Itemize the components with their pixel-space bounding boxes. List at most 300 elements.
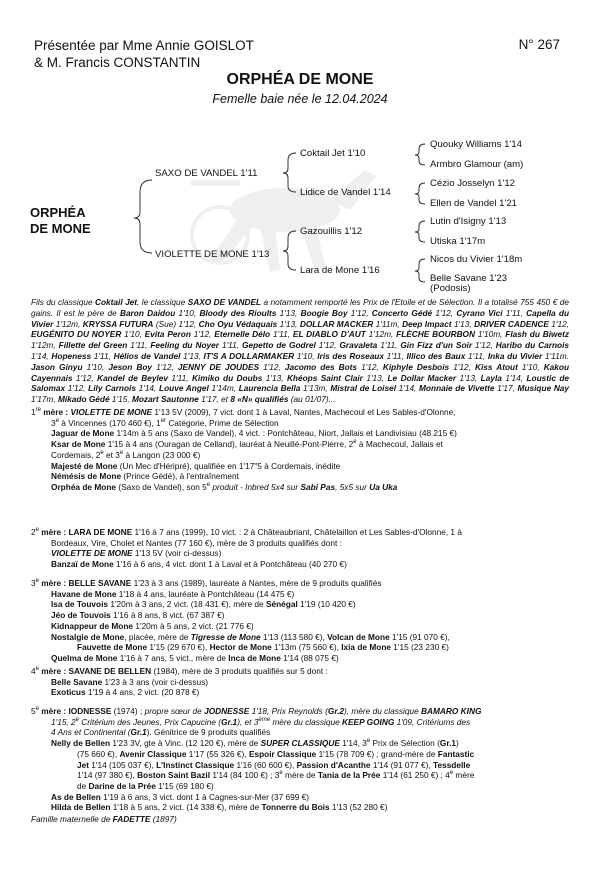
text-run: 1'16 à 8 ans, 8 vict. (67 387 €) — [110, 610, 225, 621]
text-run: 1'14 (105 037 €), — [89, 759, 157, 770]
text-run: 1'15 à 4 ans (Ouragan de Celland), lauréat à Neuillé-Pont-Pierre, 2 — [105, 439, 354, 450]
text-run: JENNY DE JOUDES — [177, 361, 260, 372]
text-run: (1974) ; — [111, 706, 145, 716]
text-run: 1'14 (84 100 €) ; 3 — [210, 770, 280, 781]
text-run: FLÈCHE BOURBON — [396, 329, 475, 340]
text-run: Hilda de Bellen — [51, 802, 111, 813]
text-run: e — [35, 666, 39, 673]
text-run: (Sue) 1'12, — [153, 318, 199, 329]
sire-dam: Lidice de Vandel 1'14 — [300, 187, 391, 198]
text-run: de — [77, 780, 89, 791]
dam-detail-line — [31, 677, 569, 688]
text-run: sur — [355, 481, 370, 492]
text-run: 1'12m, — [53, 318, 83, 329]
text-run: 2 — [31, 527, 36, 537]
sire-narrative — [31, 297, 569, 405]
text-run: Boston Saint Bazil — [137, 770, 211, 781]
text-run: Fils du classique — [31, 297, 95, 307]
family-year: (1897) — [150, 814, 177, 824]
text-run: 1'17, et — [198, 394, 231, 405]
text-run: BAMARO KING — [421, 706, 482, 716]
text-run: , 5x5 — [335, 481, 356, 492]
text-run: Eternelle Délo — [214, 329, 271, 340]
text-run: (au 01/07)... — [288, 394, 336, 405]
text-run: 1'23 à 3 ans (1989), lauréate à Nantes, mère de 9 produits qualifiés — [131, 578, 382, 588]
text-run: 1'16 à 7 ans, 5 vict., mère de — [117, 652, 229, 663]
text-run: Jacomo des Bots — [284, 361, 358, 372]
dam-detail-line — [31, 559, 569, 570]
text-run: 1'13 (113 580 €), — [260, 631, 328, 642]
dam-detail-line — [31, 439, 569, 450]
text-run: e — [206, 482, 211, 489]
text-run: 1'17 (55 326 €), — [186, 748, 249, 759]
text-run: Mistral de Loisel — [330, 383, 396, 394]
text-run: Illico des Baux — [406, 350, 466, 361]
text-run: DRIVER CADENCE — [474, 318, 549, 329]
text-run: 1'12m, — [365, 329, 397, 340]
text-run: 1'13 5V (2009), 7 vict. dont 1 à Laval, Nantes, Machecoul et Les Sables-d'Olonne, — [152, 407, 456, 417]
text-run: 1'10, — [82, 361, 109, 372]
text-run: 1'12, — [472, 340, 496, 351]
dam-heading — [31, 527, 569, 538]
text-run: Avenir Classique — [119, 748, 187, 759]
text-run: 1'14 (97 380 €), — [77, 770, 138, 781]
text-run: 1 — [31, 407, 36, 417]
text-run: 1'15, — [109, 394, 132, 405]
text-run: Capella du Vivier — [31, 307, 570, 329]
horse-name-title: ORPHÉA DE MONE — [226, 71, 374, 88]
text-run: ), et 3 — [237, 716, 259, 727]
text-run: 1'11m. — [542, 350, 569, 361]
text-run: Cyrano Vici — [456, 307, 503, 318]
text-run: 5 — [31, 706, 36, 716]
text-run: 1'15 (91 070 €), — [389, 631, 450, 642]
dss: Lutin d'Isigny 1'13 — [430, 216, 507, 227]
text-run: mère : BELLE SAVANE — [38, 578, 132, 588]
text-run: mère : IODNESSE — [38, 706, 112, 716]
text-run: Hopeness — [51, 350, 92, 361]
text-run: Gr.1 — [439, 738, 457, 749]
text-run: Gr.1 — [221, 716, 238, 727]
text-run: 1'11, — [465, 350, 488, 361]
text-run: 1'11, — [384, 350, 407, 361]
horse-subtitle: Femelle baie née le 12.04.2024 — [212, 92, 388, 106]
text-run: 1'14, 3 — [339, 738, 367, 749]
text-run: Lily Carnois — [88, 383, 136, 394]
text-run: er — [160, 417, 167, 424]
text-run: 1'23 à 3 ans (voir ci-dessus) — [102, 676, 209, 687]
text-run: 1'14 (88 075 €) — [280, 652, 339, 663]
text-run: Gepetto de Godrel — [242, 340, 316, 351]
text-run: Inbred 5x4 sur — [245, 481, 301, 492]
text-run: Prix de Sélection ( — [370, 738, 440, 749]
text-run: 1'18, Prix Reynolds ( — [249, 706, 328, 716]
text-run: à Machecoul, Jallais et — [356, 439, 443, 450]
text-run: Musique Nay — [517, 383, 570, 394]
text-run: 1'15 (78 709 €) ; grand-mère de — [316, 748, 438, 759]
dam-detail-line — [31, 538, 569, 549]
text-run: 1'19 à 6 ans, 3 vict. dont 1 à Cagnes-sur-Mer (37 699 €) — [100, 791, 310, 802]
text-run: 1'16 à 6 ans, 4 vict. dont 1 à Laval et à Pontchâteau (40 270 €) — [113, 559, 347, 570]
text-run: Haribo du Carnois — [495, 340, 570, 351]
dam-section-5 — [31, 706, 569, 813]
dam-detail-line — [31, 760, 569, 771]
text-run: 1'13, — [456, 372, 481, 383]
text-run: Laurencia Bella — [238, 383, 301, 394]
text-run: Majesté de Mone — [51, 460, 118, 471]
text-run: Ixia de Mone — [341, 642, 391, 653]
family-prefix: Famille maternelle de — [31, 814, 113, 824]
dsd: Utiska 1'17m — [430, 236, 486, 247]
text-run: Baron Daidou — [119, 307, 176, 318]
text-run: et 3 — [103, 449, 120, 460]
dam-detail-line — [31, 471, 569, 482]
text-run: e — [35, 527, 39, 534]
text-run: 1'09, Critériums des — [394, 716, 471, 727]
text-run: mère — [453, 770, 475, 781]
text-run: Cho Oyu Védaquais — [198, 318, 278, 329]
dam-detail-line — [31, 653, 569, 664]
dds: Nicos du Vivier 1'18m — [430, 254, 523, 265]
text-run: 1'13, — [451, 318, 475, 329]
text-run: Gr.2 — [327, 706, 345, 716]
text-run: VIOLETTE DE MONE — [70, 407, 153, 417]
text-run: ) — [456, 738, 459, 749]
dam-detail-line — [31, 428, 569, 439]
text-run: Nostalgie de Mone — [51, 631, 125, 642]
text-run: 8 «N» qualifiés — [230, 394, 289, 405]
text-run: 1'13m (75 560 €), — [271, 642, 342, 653]
text-run: Hélios de Vandel — [113, 350, 181, 361]
sds: Cézio Josselyn 1'12 — [430, 178, 516, 189]
text-run: Ksar de Mone — [51, 439, 106, 450]
text-run: 1'17, — [494, 383, 518, 394]
text-run: 1'13m, — [300, 383, 331, 394]
text-run: mère : SAVANE DE BELLEN — [38, 666, 152, 676]
text-run: Critérium des Jeunes, Prix Capucine ( — [79, 716, 222, 727]
text-run: e — [75, 716, 79, 723]
text-run: Inka du Vivier — [487, 350, 543, 361]
text-run: Le Dollar Macker — [387, 372, 457, 383]
dam-detail-line — [31, 610, 569, 621]
text-run: mère : LARA DE MONE — [38, 527, 133, 537]
presenter-line-1: Présentée par Mme Annie GOISLOT — [34, 38, 254, 53]
dam-detail-line — [31, 687, 569, 698]
subject-line-2: DE MONE — [30, 221, 91, 236]
text-run: Orphéa de Mone — [51, 481, 117, 492]
text-run: Passion d'Acanthe — [296, 759, 371, 770]
text-run: produit - — [210, 481, 246, 492]
text-run: (Prince Gédé), à l'entraînement — [121, 471, 239, 482]
text-run: 1'14m, — [208, 383, 239, 394]
text-run: VIOLETTE DE MONE — [51, 548, 133, 559]
text-run: Mikado Gédé — [57, 394, 110, 405]
text-run: Sénégal — [265, 599, 298, 610]
dam-heading — [31, 407, 569, 418]
text-run: Némésis de Mone — [51, 471, 122, 482]
sire: SAXO DE VANDEL 1'11 — [155, 168, 258, 179]
text-run: 1'12, — [152, 361, 178, 372]
text-run: (Saxo de Vandel), son 5 — [116, 481, 207, 492]
text-run: 1'14, — [396, 383, 420, 394]
text-run: (75 660 €), — [77, 748, 120, 759]
text-run: e — [279, 770, 283, 777]
text-run: KRYSSA FUTURA — [82, 318, 154, 329]
text-run: Volcan de Mone — [327, 631, 390, 642]
dam-detail-line — [31, 802, 569, 813]
sdd: Ellen de Vandel 1'21 — [430, 198, 517, 209]
ssd: Armbro Glamour (am) — [430, 159, 524, 170]
dam-heading — [31, 666, 569, 677]
text-run: e — [35, 706, 39, 713]
text-run: Inca de Mone — [228, 652, 281, 663]
text-run: 1'12, — [72, 372, 98, 383]
dam-section-1 — [31, 407, 569, 493]
dam-detail-line — [31, 461, 569, 472]
text-run: 1'15 (23 230 €) — [391, 642, 449, 653]
text-run: Khéops Saint Clair — [286, 372, 363, 383]
text-run: Feeling du Noyer — [150, 340, 219, 351]
text-run: 1'14, — [501, 372, 527, 383]
dam-detail-line — [31, 727, 569, 738]
text-run: IT'S A DOLLARMAKER — [203, 350, 295, 361]
text-run: Tania de la Prée — [317, 770, 381, 781]
text-run: 1'19 à 4 ans, 2 vict. (20 878 €) — [85, 687, 200, 698]
text-run: Gin Fizz d'un Soir — [400, 340, 473, 351]
text-run: Kakou Cayennais — [31, 361, 570, 383]
text-run: Kiphyle Desbois — [382, 361, 450, 372]
text-run: Tessdelle — [433, 759, 471, 770]
text-run: Mozart Sautonne — [131, 394, 199, 405]
text-run: 1'10, — [294, 350, 318, 361]
text-run: L'Instinct Classique — [156, 759, 235, 770]
text-run: Hector de Mone — [209, 642, 272, 653]
text-run: 3 — [31, 578, 36, 588]
text-run: Tonnerre du Bois — [261, 802, 330, 813]
maternal-family — [31, 814, 177, 824]
text-run: Concerto Gédé — [371, 307, 433, 318]
text-run: 1'12, — [347, 307, 372, 318]
text-run: 1'11, — [168, 372, 192, 383]
family-name: FADETTE — [112, 814, 151, 824]
text-run: Belle Savane — [51, 676, 103, 687]
text-run: 1'12, — [432, 307, 457, 318]
ddd — [430, 274, 507, 294]
text-run: 1'15 (69 180 €) — [155, 780, 214, 791]
text-run: 1'11m, — [373, 318, 403, 329]
text-run: (Un Mec d'Héripré), qualifiée en 1'17"5 à Cordemais, inédite — [117, 460, 341, 471]
text-run: Coktail Jet — [94, 297, 138, 307]
dam-detail-line — [31, 632, 569, 643]
text-run: , placée, mère de — [124, 631, 191, 642]
text-run: 1'14 (61 250 €) ; 4 — [380, 770, 450, 781]
text-run: e — [449, 770, 454, 777]
text-run: 1'13, — [362, 372, 388, 383]
ddd-sire-note: (Podosis) — [430, 283, 471, 294]
text-run: à Langon (23 000 €) — [123, 449, 201, 460]
text-run: Jaguar de Mone — [51, 428, 115, 439]
text-run: 1'20m à 5 ans, 2 vict. (21 776 €) — [133, 620, 254, 631]
text-run: Evita Peron — [144, 329, 191, 340]
text-run: Ua Uka — [369, 481, 398, 492]
text-run: Isa de Touvois — [51, 599, 109, 610]
text-run: a notamment remporté les Prix de l'Etoile et de Sélection. Il a totalisé 755 450 € de gains. Il est le père de — [31, 297, 569, 318]
text-run: Exoticus — [51, 687, 86, 698]
text-run: 1'19 (10 420 €) — [297, 599, 356, 610]
text-run: JODNESSE — [204, 706, 250, 716]
text-run: 1'15, 2 — [51, 716, 76, 727]
text-run: mère du classique — [270, 716, 343, 727]
dam-detail-line — [31, 548, 569, 559]
text-run: Jet — [77, 759, 89, 770]
text-run: Quelma de Mone — [51, 652, 118, 663]
dam-heading — [31, 578, 569, 589]
text-run: ème — [258, 716, 271, 723]
sss: Quouky Williams 1'14 — [430, 139, 522, 150]
dam-detail-line — [31, 589, 569, 600]
text-run: 3 — [51, 417, 56, 428]
text-run: 1'14m à 5 ans (Saxo de Vandel), 4 vict. : Pontchâteau, Niort, Jallais et Landivisiau (48 215 €) — [114, 428, 457, 439]
text-run: Kiss Atout — [474, 361, 518, 372]
text-run: Iris des Roseaux — [317, 350, 384, 361]
text-run: KEEP GOING — [342, 716, 395, 727]
text-run: e — [353, 439, 357, 446]
dam-section-4 — [31, 666, 569, 698]
text-run: 1'18 à 5 ans, 2 vict. (14 338 €), mère de — [110, 802, 262, 813]
text-run: ), mère du classique — [344, 706, 422, 716]
dam-detail-line — [31, 450, 569, 461]
dam-dam: Lara de Mone 1'16 — [300, 265, 380, 276]
text-run: 1'20m à 3 ans, 2 vict. (18 431 €), mère de — [108, 599, 266, 610]
text-run: 1'14 (91 077 €), — [370, 759, 434, 770]
text-run: 1'12, — [548, 318, 570, 329]
text-run: Fauvette de Mone — [77, 642, 148, 653]
text-run: Bordeaux, Vire, Cholet et Nantes (77 160 €), mère de 3 produits qualifiés dont : — [51, 537, 342, 548]
text-run: 1'12, — [357, 361, 383, 372]
text-run: Darine de la Prée — [88, 780, 156, 791]
dam-detail-line — [31, 792, 569, 803]
text-run: 1'11, — [502, 307, 527, 318]
text-run: 1'13 5V (voir ci-dessus) — [132, 548, 222, 559]
text-run: 1'10, — [121, 329, 145, 340]
text-run: Catégorie, Prime de Sélection — [166, 417, 279, 428]
dam-heading — [31, 706, 569, 717]
text-run: As de Bellen — [51, 791, 101, 802]
text-run: Bloody des Rioults — [199, 307, 277, 318]
text-run: e — [35, 578, 39, 585]
text-run: 1'12, — [449, 361, 475, 372]
text-run: (1984), mère de 3 produits qualifiés sur 5 dont : — [151, 666, 328, 676]
text-run: SUPER CLASSIQUE — [260, 738, 340, 749]
dam-detail-line — [31, 770, 569, 781]
text-run: Tigresse de Mone — [190, 631, 261, 642]
text-run: 1'10, — [175, 307, 200, 318]
text-run: propre sœur de — [144, 706, 205, 716]
text-run: Sabi Pas — [300, 481, 336, 492]
text-run: 1'11, — [218, 340, 243, 351]
text-run: Kidnappeur de Mone — [51, 620, 134, 631]
text-run: ). Génitrice de 9 produits qualifiés — [146, 727, 271, 738]
text-run: Layla — [480, 372, 502, 383]
text-run: 1'13, — [276, 307, 301, 318]
text-run: 1'11, — [377, 340, 401, 351]
text-run: , le classique — [137, 297, 188, 307]
text-run: 1'14, — [31, 350, 52, 361]
dam-section-2 — [31, 527, 569, 570]
text-run: Jason Ginyu — [31, 361, 83, 372]
dam: VIOLETTE DE MONE 1'13 — [155, 249, 270, 260]
text-run: 1'13, — [180, 350, 204, 361]
text-run: 1'10, — [517, 361, 544, 372]
text-run: 1'12, — [259, 361, 285, 372]
text-run: 1'10m, — [475, 329, 506, 340]
dam-detail-line — [31, 482, 569, 493]
text-run: e — [119, 450, 124, 457]
ddd-name: Belle Savane 1'23 — [430, 273, 508, 284]
text-run: e — [55, 417, 59, 424]
text-run: Jeson Boy — [108, 361, 153, 372]
text-run: 1'12, — [190, 329, 215, 340]
pedigree-chart — [0, 0, 600, 300]
dam-section-3 — [31, 578, 569, 664]
text-run: re — [35, 407, 41, 414]
text-run: à Vincennes (170 460 €), 1 — [58, 417, 161, 428]
text-run: 4 Ans et Continental ( — [51, 727, 131, 738]
dam-sire: Gazouillis 1'12 — [300, 226, 363, 237]
text-run: Fillette del Green — [58, 340, 128, 351]
presenter-line-2: & M. Francis CONSTANTIN — [34, 55, 201, 70]
text-run: mère : — [40, 407, 71, 417]
text-run: 1'23 3V, gte à Vinc. (12 120 €), mère de — [110, 738, 261, 749]
text-run: 1'11, — [270, 329, 293, 340]
dam-detail-line — [31, 599, 569, 610]
text-run: Louve Angel — [159, 383, 209, 394]
lot-number: N° 267 — [518, 37, 560, 52]
text-run: Fantastic — [437, 748, 475, 759]
text-run: Banzaï de Mone — [51, 559, 114, 570]
text-run: 1'17m, — [31, 394, 58, 405]
text-run: SAXO DE VANDEL — [187, 297, 262, 307]
text-run: 1'11, — [127, 340, 151, 351]
sire-sire: Coktail Jet 1'10 — [300, 148, 366, 159]
text-run: 1'11, — [91, 350, 114, 361]
text-run: 1'13, — [262, 372, 287, 383]
text-run: 1'13, — [277, 318, 300, 329]
text-run: 1'12, — [315, 340, 340, 351]
text-run: EUGÉNITO DU NOYER — [31, 329, 122, 340]
text-run: 1'15 (29 670 €), — [147, 642, 210, 653]
text-run: 1'18 à 4 ans, lauréate à Pontchâteau (14 475 €) — [116, 588, 295, 599]
text-run: 1'12m, — [31, 340, 59, 351]
dam-detail-line — [31, 621, 569, 632]
text-run: 1'14, — [135, 383, 159, 394]
text-run: Havane de Mone — [51, 588, 117, 599]
text-run: 1'13 (52 280 €) — [329, 802, 388, 813]
text-run: e — [100, 450, 104, 457]
dam-detail-line — [31, 642, 569, 653]
text-run: Gr.1 — [130, 727, 147, 738]
subject-line-1: ORPHÉA — [30, 205, 86, 220]
text-run: 1'16 à 7 ans (1999), 10 vict. : 2 à Châteaubriant, Châtelaillon et Les Sables-d'Olonne, 1 à — [132, 527, 462, 537]
text-run: 4 — [31, 666, 36, 676]
text-run: EL DIABLO D'AUT — [292, 329, 366, 340]
text-run: Loustic de Salomax — [31, 372, 570, 394]
text-run: Cordemais, 2 — [51, 449, 101, 460]
text-run: Nelly de Bellen — [51, 738, 111, 749]
text-run: Monnaie de Vivette — [419, 383, 495, 394]
text-run: Boogie Boy — [300, 307, 348, 318]
text-run: Espoir Classique — [248, 748, 317, 759]
